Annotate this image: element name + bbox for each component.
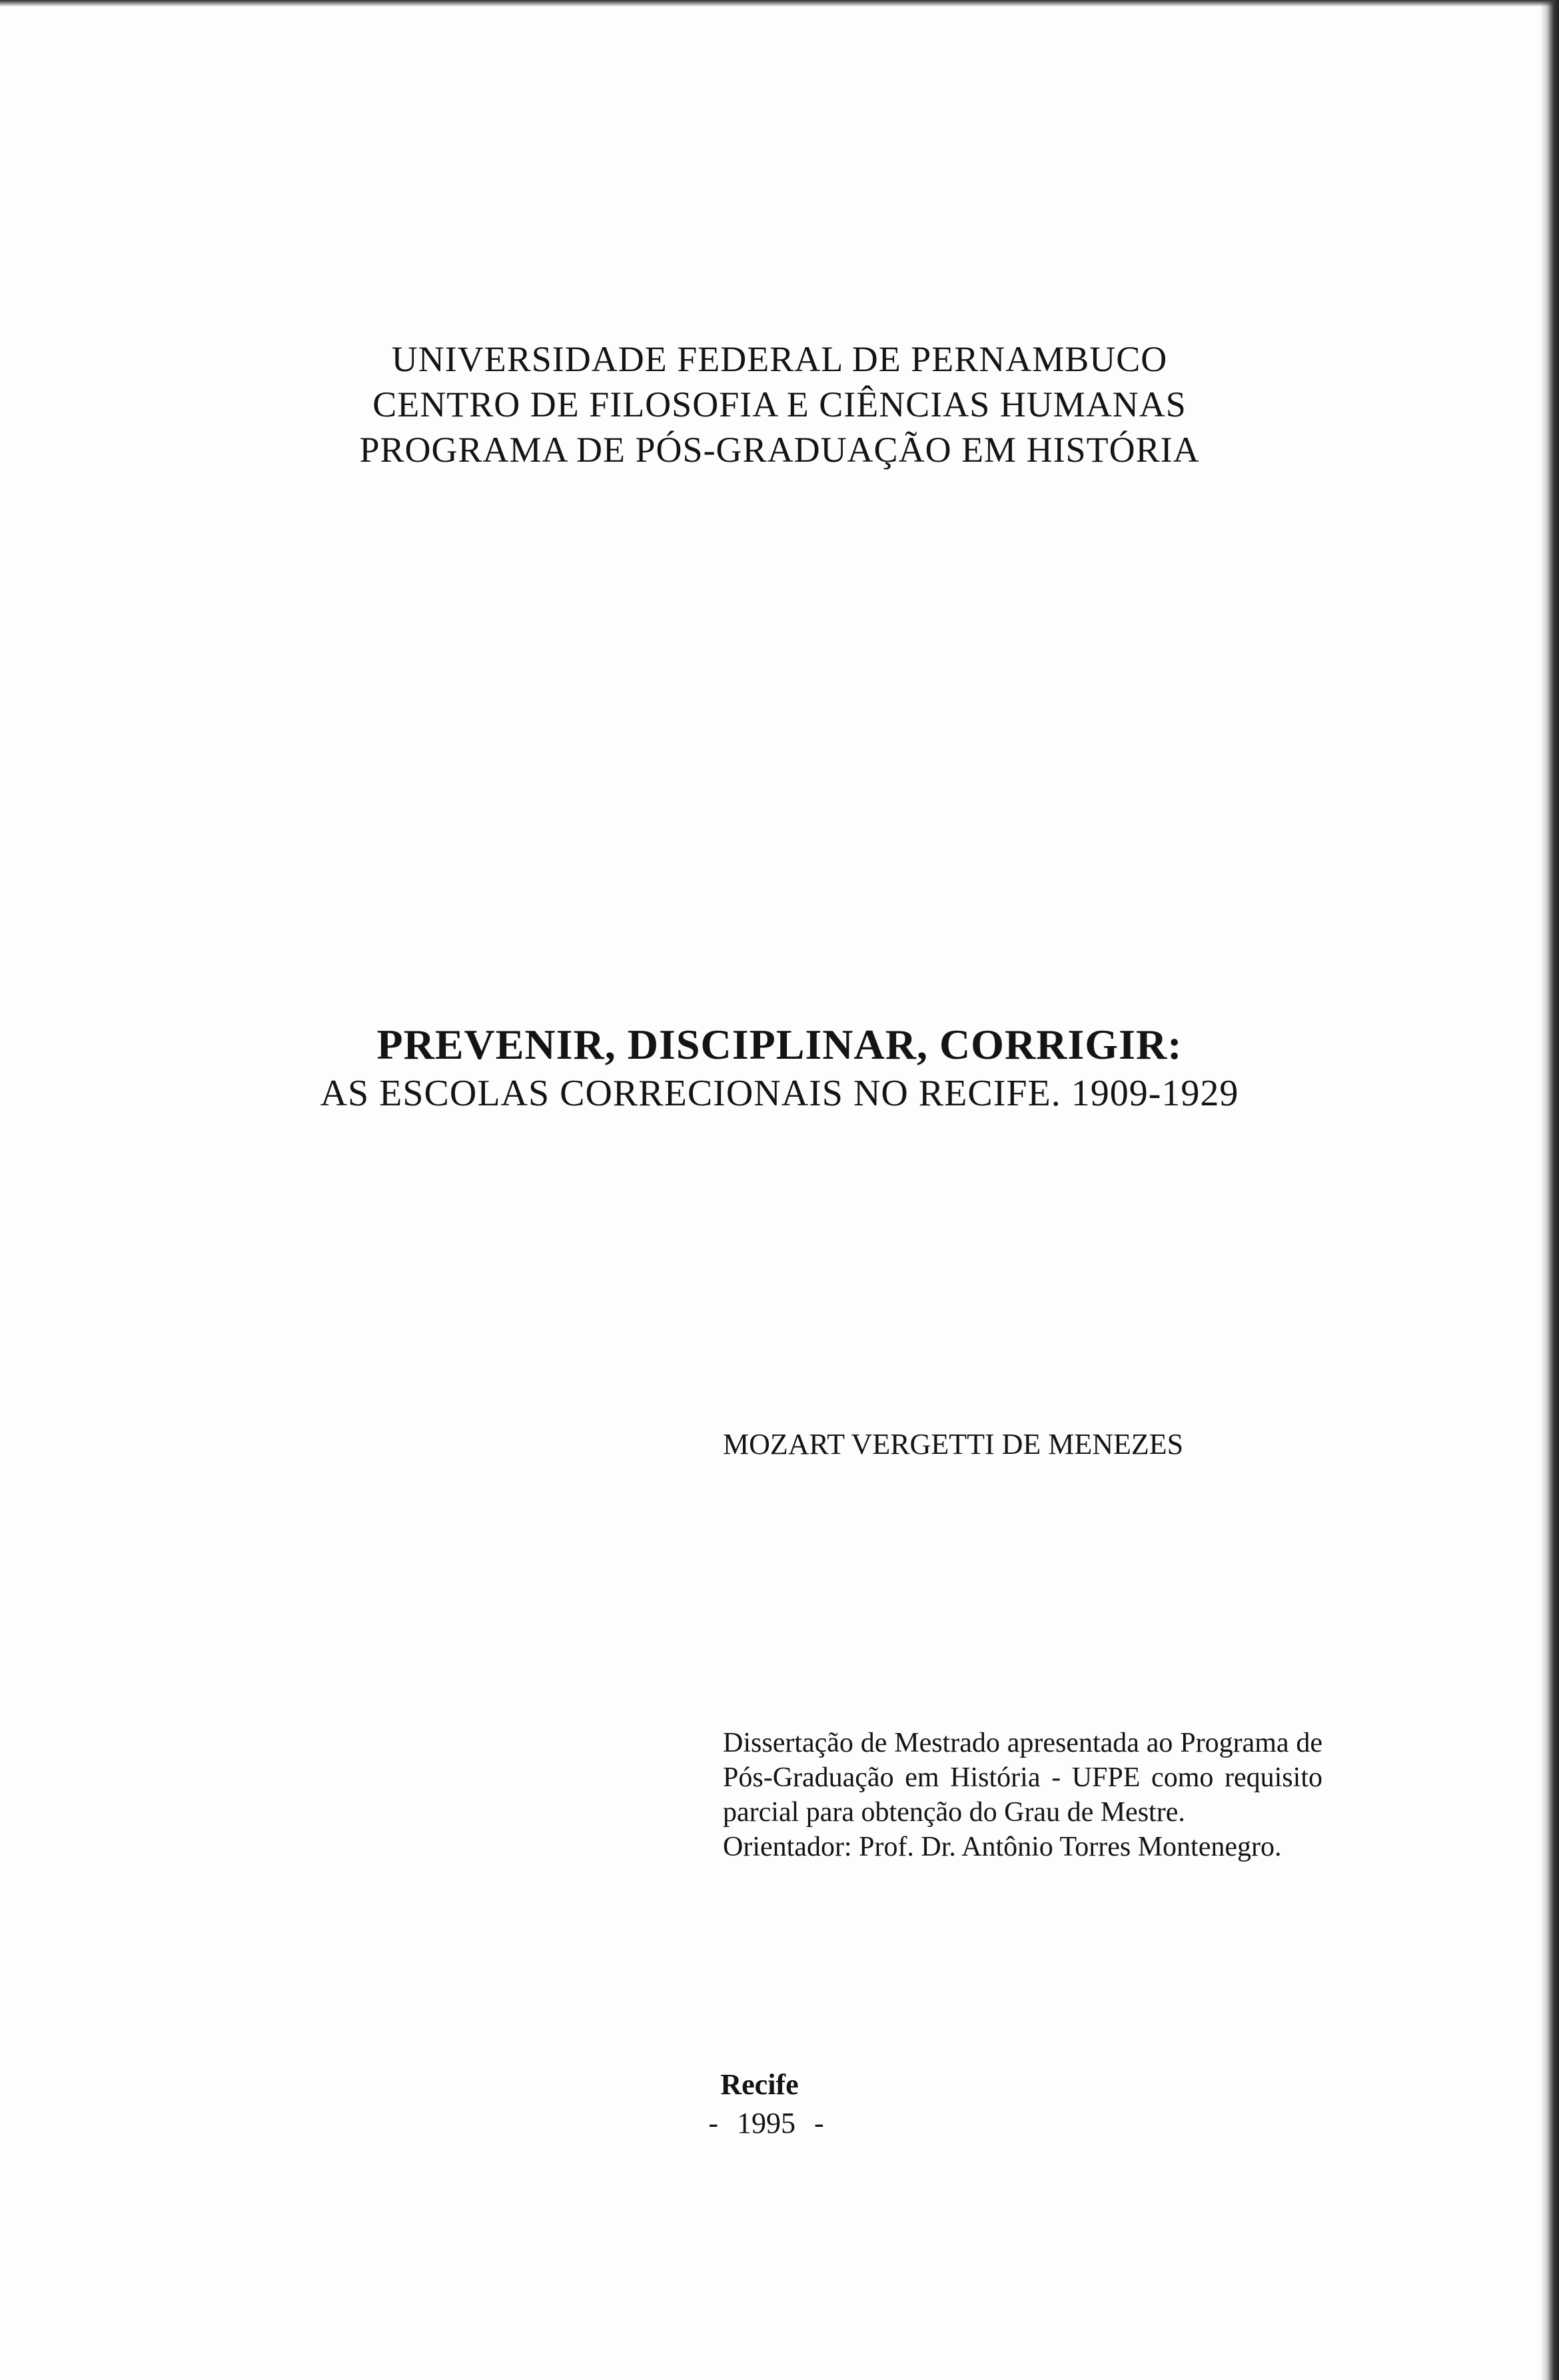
- dissertation-title: [0, 1019, 1559, 1117]
- year: 1995: [737, 2107, 795, 2139]
- author-name: MOZART VERGETTI DE MENEZES: [723, 1428, 1184, 1461]
- dash-right: -: [814, 2107, 824, 2139]
- note-description: Dissertação de Mestrado apresentada ao Programa de Pós-Graduação em História - UFPE como requisito parcial para obtenção do Grau de Mestre.: [723, 1728, 1322, 1828]
- dash-left: -: [708, 2107, 718, 2139]
- university-name: UNIVERSIDADE FEDERAL DE PERNAMBUCO: [391, 339, 1168, 379]
- scan-edge-top: [0, 0, 1559, 7]
- year-line: [686, 2104, 846, 2143]
- program-name: PROGRAMA DE PÓS-GRADUAÇÃO EM HISTÓRIA: [359, 430, 1200, 470]
- title-subtitle: AS ESCOLAS CORRECIONAIS NO RECIFE. 1909-1929: [320, 1073, 1239, 1114]
- center-name: CENTRO DE FILOSOFIA E CIÊNCIAS HUMANAS: [372, 384, 1187, 424]
- dissertation-note: [723, 1726, 1322, 1864]
- institution-header: [0, 336, 1559, 472]
- title-main: PREVENIR, DISCIPLINAR, CORRIGIR:: [376, 1021, 1183, 1068]
- city: Recife: [720, 2068, 799, 2101]
- note-advisor: Orientador: Prof. Dr. Antônio Torres Montenegro.: [723, 1832, 1282, 1862]
